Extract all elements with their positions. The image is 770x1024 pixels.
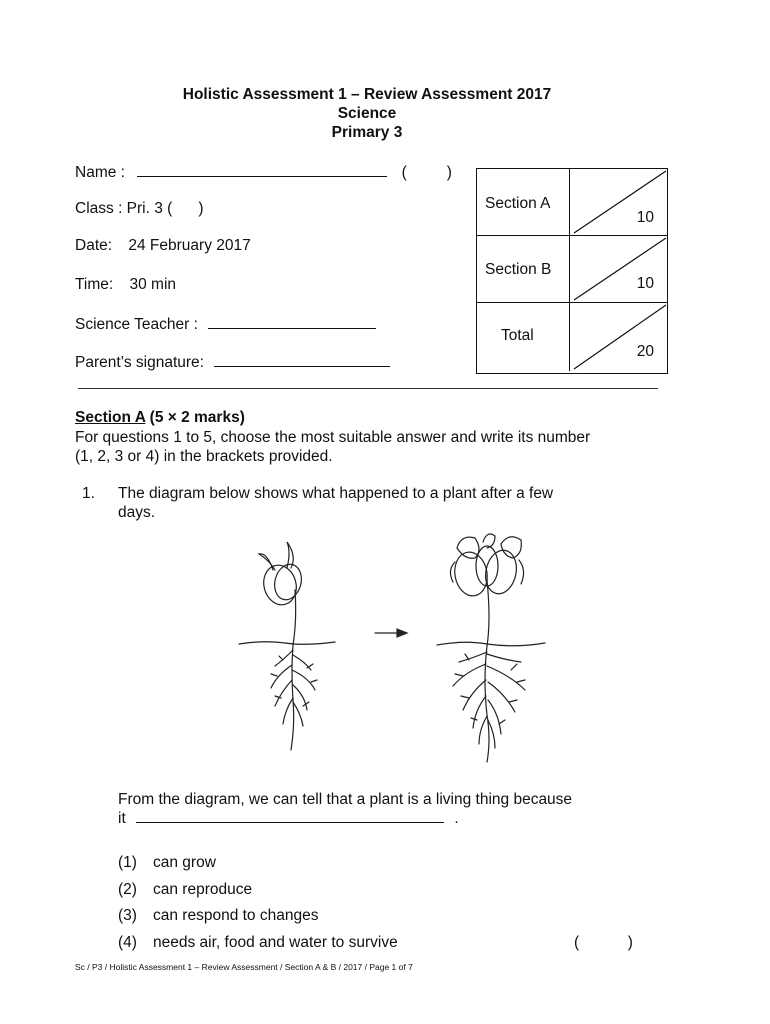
header-divider bbox=[78, 388, 658, 389]
option-2[interactable] bbox=[118, 881, 252, 899]
section-a-title: Section A bbox=[75, 409, 146, 426]
marks-row-total: 20 bbox=[636, 343, 654, 360]
time-row bbox=[75, 276, 176, 294]
marks-score-cell[interactable] bbox=[569, 169, 668, 235]
time-value: 30 min bbox=[129, 276, 177, 293]
marks-row-total: 10 bbox=[636, 209, 654, 226]
name-label: Name : bbox=[75, 164, 125, 181]
marks-row-section-a bbox=[477, 169, 667, 235]
seedling-grown-illustration bbox=[437, 534, 545, 762]
marks-score-cell[interactable] bbox=[569, 236, 668, 302]
exam-title: Holistic Assessment 1 – Review Assessment 2017 bbox=[182, 86, 552, 103]
option-3[interactable] bbox=[118, 907, 318, 925]
marks-table bbox=[476, 168, 668, 374]
marks-row-label: Total bbox=[501, 327, 534, 344]
section-a-heading bbox=[75, 409, 245, 427]
parent-row bbox=[75, 352, 390, 372]
question-stem-1: From the diagram, we can tell that a plant is a living thing because bbox=[118, 791, 573, 808]
date-value: 24 February 2017 bbox=[128, 237, 251, 254]
option-number: (2) bbox=[118, 881, 137, 898]
option-number: (4) bbox=[118, 934, 137, 951]
section-a-marks: (5 × 2 marks) bbox=[149, 409, 245, 426]
option-1[interactable] bbox=[118, 854, 216, 872]
date-row bbox=[75, 237, 251, 255]
option-text: can respond to changes bbox=[153, 907, 319, 924]
time-label: Time: bbox=[75, 276, 114, 293]
marks-row-total-row bbox=[477, 303, 667, 371]
subject-title: Science bbox=[337, 105, 397, 122]
seedling-small-illustration bbox=[239, 542, 335, 750]
marks-score-cell[interactable] bbox=[569, 303, 668, 371]
class-row: Class : Pri. 3 ( ) bbox=[75, 200, 204, 217]
option-text: can reproduce bbox=[153, 881, 253, 898]
option-text: can grow bbox=[153, 854, 216, 871]
plant-growth-diagram bbox=[225, 530, 555, 780]
question-number: 1. bbox=[82, 485, 95, 502]
teacher-label: Science Teacher : bbox=[75, 316, 198, 333]
page-footer: Sc / P3 / Holistic Assessment 1 – Review Assessment / Section A & B / 2017 / Page 1 of 7 bbox=[75, 962, 413, 972]
marks-row-total: 10 bbox=[636, 275, 654, 292]
marks-row-label: Section A bbox=[485, 195, 551, 212]
option-number: (1) bbox=[118, 854, 137, 871]
question-stem-2: it . bbox=[118, 810, 459, 827]
marks-row-section-b bbox=[477, 236, 667, 302]
name-row: Name : ( ) bbox=[75, 164, 452, 181]
option-4[interactable] bbox=[118, 934, 398, 952]
parent-signature-blank[interactable] bbox=[214, 352, 390, 367]
parent-label: Parent’s signature: bbox=[75, 354, 204, 371]
arrow-right-icon bbox=[375, 629, 407, 637]
question-text-1: The diagram below shows what happened to a plant after a few bbox=[118, 485, 554, 502]
teacher-blank[interactable] bbox=[208, 314, 376, 329]
class-label: Class : Pri. 3 ( bbox=[75, 200, 173, 217]
marks-row-label: Section B bbox=[485, 261, 552, 278]
answer-blank bbox=[136, 812, 444, 823]
section-a-instruction-1: For questions 1 to 5, choose the most suitable answer and write its number bbox=[75, 429, 591, 446]
level-title: Primary 3 bbox=[331, 124, 403, 141]
answer-brackets[interactable]: ( ) bbox=[574, 934, 633, 951]
date-label: Date: bbox=[75, 237, 113, 254]
teacher-row bbox=[75, 314, 376, 334]
question-stem-prefix: it bbox=[118, 810, 126, 827]
option-text: needs air, food and water to survive bbox=[153, 934, 398, 951]
option-number: (3) bbox=[118, 907, 137, 924]
name-blank[interactable] bbox=[137, 162, 387, 177]
section-a-instruction-2: (1, 2, 3 or 4) in the brackets provided. bbox=[75, 448, 333, 465]
question-text-2: days. bbox=[118, 504, 156, 521]
